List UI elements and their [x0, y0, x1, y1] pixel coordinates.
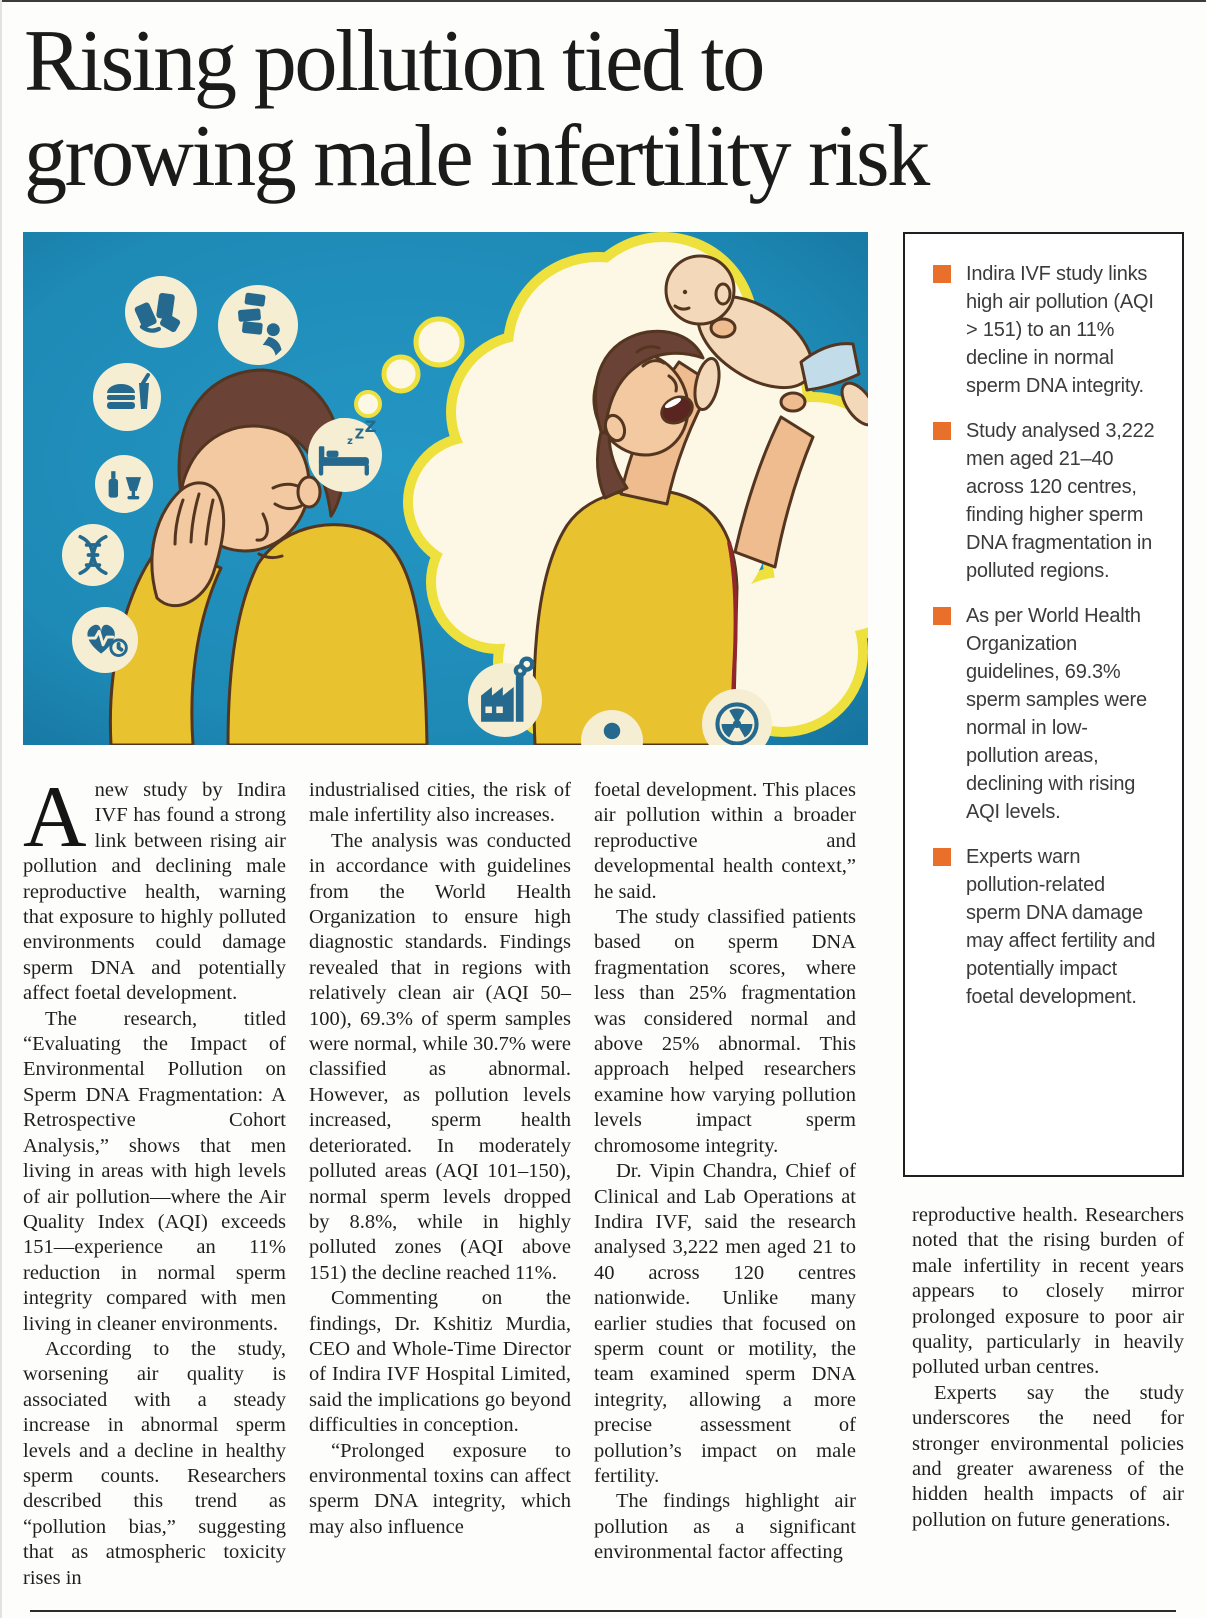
key-fact-item [933, 260, 1160, 400]
article-paragraph: Experts say the study underscores the need for stronger environmental policies and greater awareness of the hidden health impacts of air pollution on future generations. [912, 1381, 1184, 1531]
sedentary-person-icon [218, 285, 298, 365]
bottom-rule [30, 1610, 1176, 1612]
key-facts-box [903, 232, 1184, 1177]
article-column-3 [594, 778, 856, 1566]
bullet-square-icon [933, 265, 951, 283]
heart-health-icon [72, 607, 138, 673]
article-paragraph: The findings highlight air pollution as a significant environmental factor affecting [594, 1490, 856, 1564]
article-paragraph: reproductive health. Researchers noted that the rising burden of male infertility in recent years appears to closely mirror prolonged exposure to poor air quality, particularly in heavily polluted urban centres. [912, 1204, 1184, 1379]
headline [24, 14, 1189, 204]
article-paragraph: Anew study by Indira IVF has found a strong link between rising air pollution and declining male reproductive health, warning that exposure to highly polluted environments could damage sperm DNA and potentially affect foetal development. [23, 769, 286, 1005]
headline-line-1: Rising pollution tied to [24, 13, 763, 110]
article-paragraph: According to the study, worsening air quality is associated with a steady increase in abnormal sperm levels and a decline in healthy sperm counts. Researchers described this trend as “pollution bias,” suggesting that as atmospheric toxicity rises in [23, 1337, 286, 1589]
article-column-2 [309, 778, 571, 1540]
bullet-square-icon [933, 607, 951, 625]
junk-food-packets-icon [125, 276, 197, 348]
article-paragraph: Commenting on the findings, Dr. Kshitiz Murdia, CEO and Whole-Time Director of Indira IVF Hospital Limited, said the implications go beyond difficulties in conception. [309, 1287, 571, 1437]
bullet-square-icon [933, 848, 951, 866]
article-paragraph: “Prolonged exposure to environmental toxins can affect sperm DNA integrity, which may also influence [309, 1439, 571, 1538]
key-fact-item [933, 417, 1160, 585]
bullet-square-icon [933, 422, 951, 440]
key-fact-text: Indira IVF study links high air pollution (AQI > 151) to an 11% decline in normal sperm DNA integrity. [966, 263, 1154, 397]
article-illustration [23, 232, 868, 745]
article-column-1 [23, 769, 286, 1591]
key-fact-item [933, 843, 1160, 1011]
key-fact-text: Experts warn pollution-related sperm DNA damage may affect fertility and potentially impact foetal development. [966, 846, 1156, 1008]
top-rule [0, 0, 1206, 2]
illustration-canvas [23, 232, 868, 745]
headline-line-2: growing male infertility risk [24, 108, 928, 205]
key-fact-item [933, 602, 1160, 826]
article-paragraph: Dr. Vipin Chandra, Chief of Clinical and Lab Operations at Indira IVF, said the research analysed 3,222 men aged 21 to 40 across 120 centres nationwide. Unlike many earlier studies that focused on sperm count or motility, the team examined sperm DNA integrity, allowing a more precise assessment of pollution’s impact on male fertility. [594, 1160, 856, 1487]
article-paragraph: The analysis was conducted in accordance with guidelines from the World Health Organization to ensure high diagnostic standards. Findings revealed that in regions with relatively clean air (AQI 50–100), 69.3% of sperm samples were normal, while 30.7% were classified as abnormal. However, as pollution levels increased, sperm health deteriorated. In moderately polluted areas (AQI 101–150), normal sperm levels dropped by 8.8%, while in highly polluted zones (AQI above 151) the decline reached 11%. [309, 829, 571, 1284]
key-fact-text: As per World Health Organization guidelines, 69.3% sperm samples were normal in low-pollution areas, declining with rising AQI levels. [966, 605, 1147, 823]
page-left-edge [0, 0, 2, 1618]
fast-food-icon [93, 363, 161, 431]
article-paragraph: The research, titled “Evaluating the Impact of Environmental Pollution on Sperm DNA Fragmentation: A Retrospective Cohort Analysis,” shows that men living in areas with high levels of air pollution—where the Air Quality Index (AQI) exceeds 151—experience an 11% reduction in normal sperm integrity compared with men living in cleaner environments. [23, 1007, 286, 1335]
dna-icon [62, 524, 124, 586]
drop-cap: A [23, 769, 87, 866]
icon-circle [95, 455, 153, 513]
article-paragraph: industrialised cities, the risk of male infertility also increases. [309, 779, 571, 827]
alcohol-icon [95, 455, 153, 513]
article-column-4 [912, 1203, 1184, 1533]
article-paragraph: foetal development. This places air pollution within a broader reproductive and developmental health context,” he said. [594, 779, 856, 903]
article-paragraph: The study classified patients based on sperm DNA fragmentation scores, where less than 25% fragmentation was considered normal and above 25% abnormal. This approach helped researchers examine how varying pollution levels impact sperm chromosome integrity. [594, 906, 856, 1157]
key-fact-text: Study analysed 3,222 men aged 21–40 across 120 centres, finding higher sperm DNA fragmentation in polluted regions. [966, 420, 1155, 582]
key-facts-list [933, 260, 1160, 1011]
